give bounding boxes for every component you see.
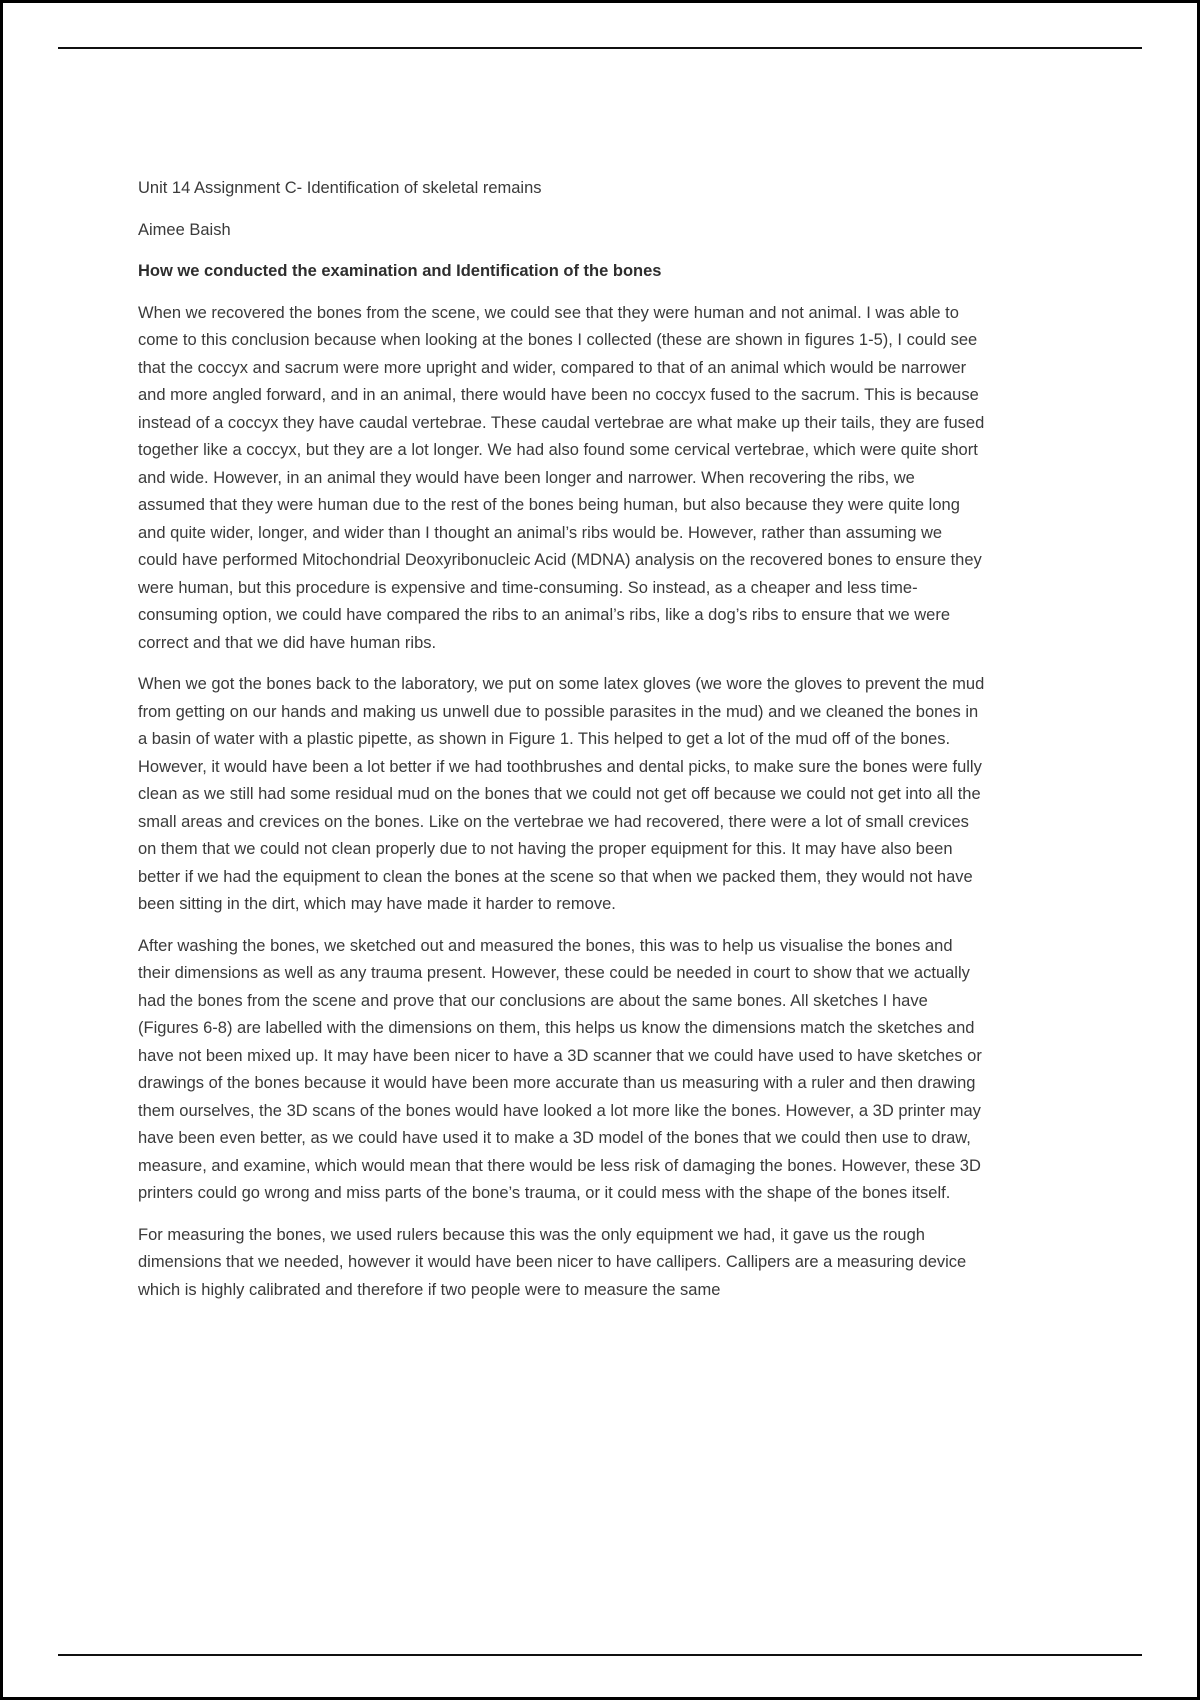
- header-rule: [58, 47, 1142, 49]
- footer-rule: [58, 1654, 1142, 1656]
- document-title: Unit 14 Assignment C- Identification of skeletal remains: [138, 179, 542, 197]
- paragraph: For measuring the bones, we used rulers because this was the only equipment we had, it gave us the rough dimensions that we needed, however it would have been nicer to have callipers. Callipers are a measuring device which is highly calibrated and therefore if two people were to measure the same: [138, 1225, 967, 1299]
- paragraph: When we recovered the bones from the scene, we could see that they were human and not animal. I was able to come to this conclusion because when looking at the bones I collected (these are shown in figures 1-5), I could see that the coccyx and sacrum were more upright and wider, compared to that of an animal which would be narrower and more angled forward, and in an animal, there would have been no coccyx fused to the sacrum. This is because instead of a coccyx they have caudal vertebrae. These caudal vertebrae are what make up their tails, they are fused together like a coccyx, but they are a lot longer. We had also found some cervical vertebrae, which were quite short and wide. However, in an animal they would have been longer and narrower. When recovering the ribs, we assumed that they were human due to the rest of the bones being human, but also because they were quite long and quite wider, longer, and wider than I thought an animal’s ribs would be. However, rather than assuming we could have performed Mitochondrial Deoxyribonucleic Acid (MDNA) analysis on the recovered bones to ensure they were human, but this procedure is expensive and time-consuming. So instead, as a cheaper and less time-consuming option, we could have compared the ribs to an animal’s ribs, like a dog’s ribs to ensure that we were correct and that we did have human ribs.: [138, 303, 985, 652]
- paragraph: When we got the bones back to the laboratory, we put on some latex gloves (we wore the gloves to prevent the mud from getting on our hands and making us unwell due to possible parasites in the mud) and we cleaned the bones in a basin of water with a plastic pipette, as shown in Figure 1. This helped to get a lot of the mud off of the bones. However, it would have been a lot better if we had toothbrushes and dental picks, to make sure the bones were fully clean as we still had some residual mud on the bones that we could not get off because we could not get into all the small areas and crevices on the bones. Like on the vertebrae we had recovered, there were a lot of small crevices on them that we could not clean properly due to not having the proper equipment for this. It may have also been better if we had the equipment to clean the bones at the scene so that when we packed them, they would not have been sitting in the dirt, which may have made it harder to remove.: [138, 675, 985, 913]
- section-heading: How we conducted the examination and Identification of the bones: [138, 262, 662, 280]
- paragraph: After washing the bones, we sketched out and measured the bones, this was to help us visualise the bones and their dimensions as well as any trauma present. However, these could be needed in court to show that we actually had the bones from the scene and prove that our conclusions are about the same bones. All sketches I have (Figures 6-8) are labelled with the dimensions on them, this helps us know the dimensions match the sketches and have not been mixed up. It may have been nicer to have a 3D scanner that we could have used to have sketches or drawings of the bones because it would have been more accurate than us measuring with a ruler and then drawing them ourselves, the 3D scans of the bones would have looked a lot more like the bones. However, a 3D printer may have been even better, as we could have used it to make a 3D model of the bones that we could then use to draw, measure, and examine, which would mean that there would be less risk of damaging the bones. However, these 3D printers could go wrong and miss parts of the bone’s trauma, or it could mess with the shape of the bones itself.: [138, 936, 982, 1202]
- author-name: Aimee Baish: [138, 220, 231, 239]
- document-body: [138, 175, 986, 1318]
